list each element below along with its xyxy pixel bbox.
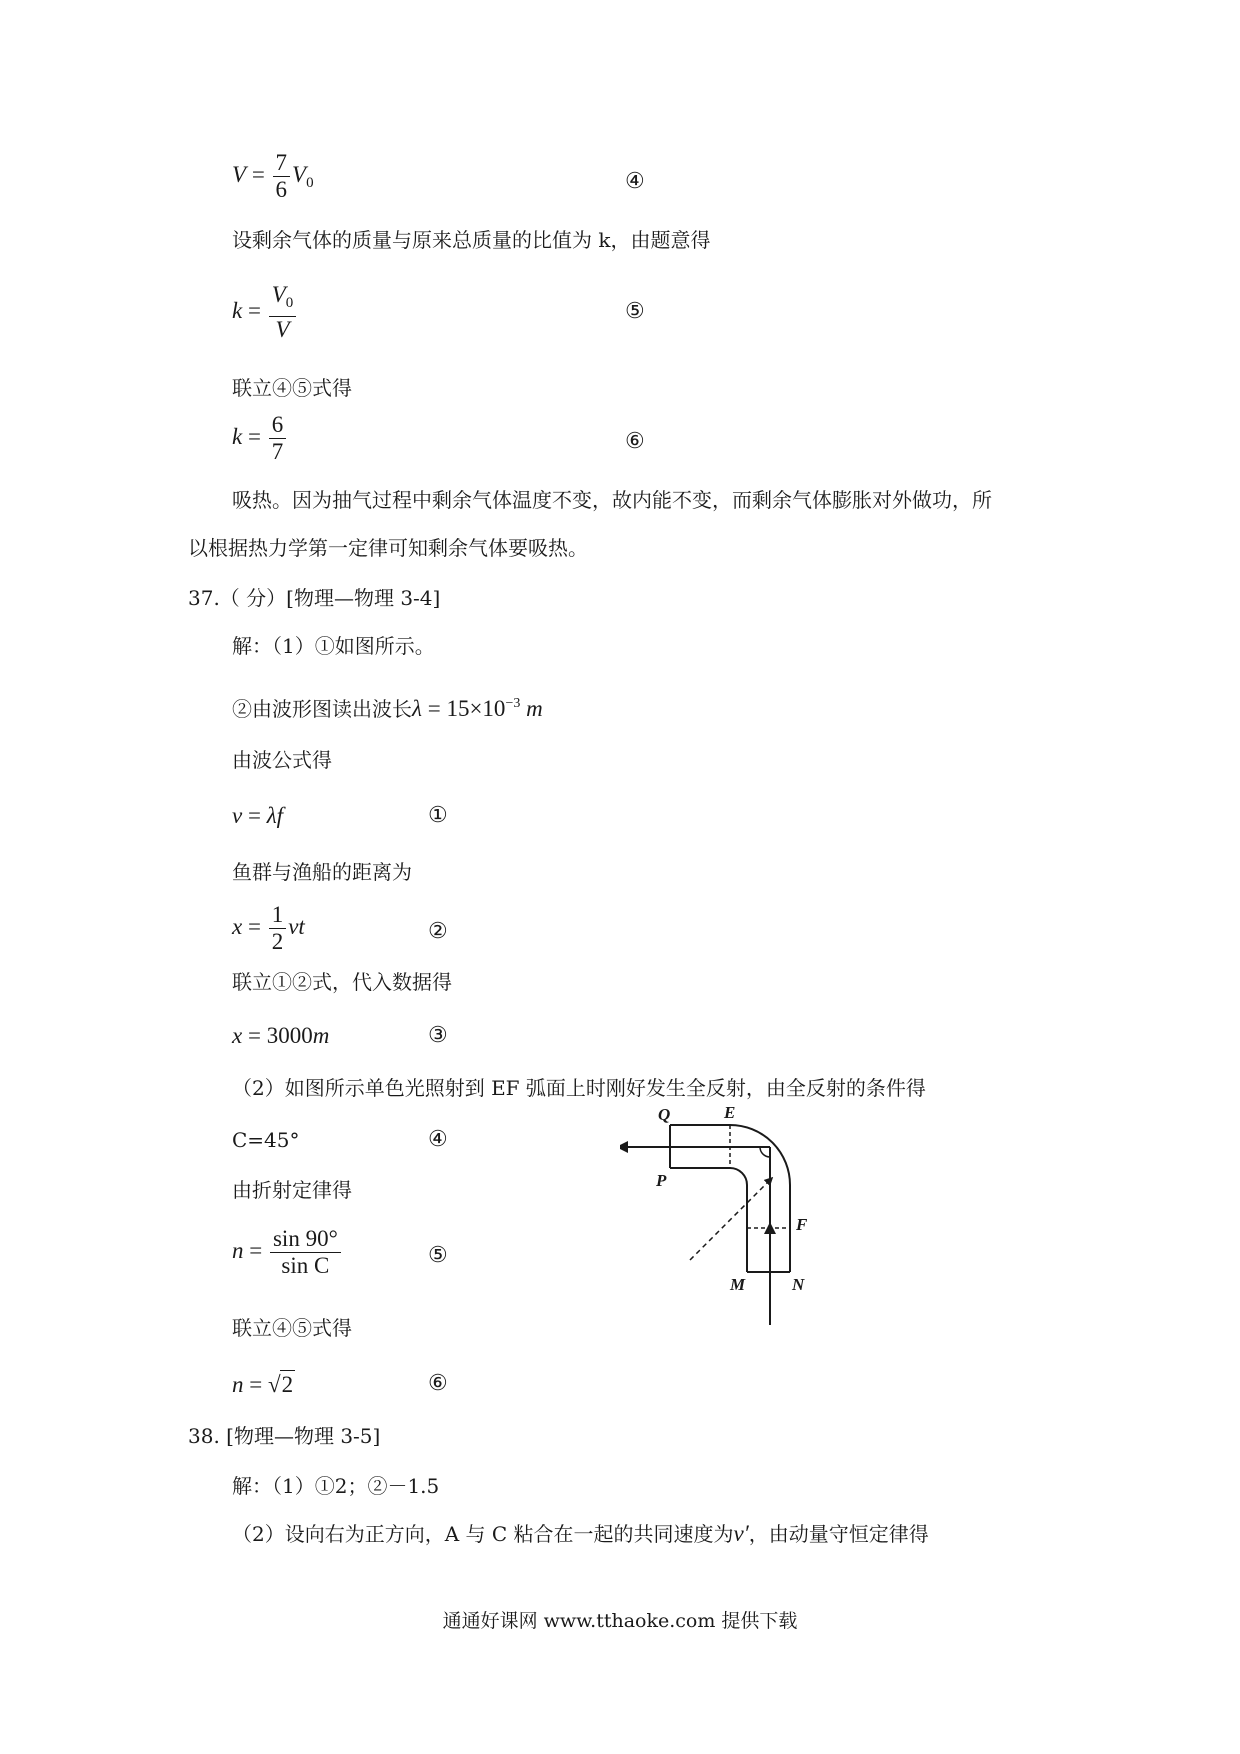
numerator: 7 bbox=[273, 150, 291, 177]
equation-k bbox=[232, 282, 298, 343]
denominator: 2 bbox=[271, 929, 284, 954]
eq-lhs: k bbox=[232, 297, 243, 323]
eq-lhs: k bbox=[232, 423, 243, 449]
eq-rhs: V bbox=[292, 161, 307, 187]
denominator-var: V bbox=[275, 317, 290, 342]
paragraph: 联立④⑤式得 bbox=[232, 376, 352, 400]
unit: m bbox=[526, 696, 543, 721]
equation-k2 bbox=[232, 412, 288, 465]
paragraph: 设剩余气体的质量与原来总质量的比值为 k，由题意得 bbox=[232, 228, 711, 252]
eq-lhs: n bbox=[232, 1237, 244, 1263]
text-b: ，由动量守恒定律得 bbox=[748, 1522, 929, 1546]
equation-number: ⑤ bbox=[428, 1243, 448, 1268]
dashed-diagonal bbox=[690, 1180, 770, 1260]
numerator bbox=[269, 282, 297, 317]
eq-sign: = bbox=[247, 297, 261, 323]
eq-sign: = bbox=[249, 1372, 263, 1397]
equation-number: ④ bbox=[625, 169, 645, 194]
eq-lhs: V bbox=[232, 161, 247, 187]
label-p: P bbox=[656, 1171, 667, 1190]
denominator: 6 bbox=[275, 177, 288, 202]
wave-text: ②由波形图读出波长 bbox=[232, 697, 412, 721]
label-q: Q bbox=[658, 1105, 671, 1124]
paragraph: 由折射定律得 bbox=[232, 1178, 352, 1202]
question-37-header: 37.（ 分）[物理—物理 3-4] bbox=[188, 586, 441, 610]
eq-lhs: λ bbox=[412, 696, 422, 721]
equation-n2 bbox=[232, 1370, 295, 1399]
equation-number: ④ bbox=[428, 1127, 448, 1152]
numerator: 6 bbox=[269, 412, 287, 439]
eq-value: 3000 bbox=[266, 1023, 313, 1048]
sqrt-sign: √ bbox=[267, 1372, 281, 1397]
numerator: sin 90° bbox=[270, 1226, 341, 1253]
paragraph bbox=[232, 1520, 929, 1548]
unit: m bbox=[312, 1023, 330, 1048]
velocity-symbol: v′ bbox=[733, 1521, 749, 1546]
eq-lhs: n bbox=[232, 1372, 244, 1397]
label-f: F bbox=[796, 1215, 808, 1234]
eq-lhs: x bbox=[232, 913, 243, 939]
eq-sign: = bbox=[247, 423, 261, 449]
fraction bbox=[269, 902, 287, 955]
equation-vf bbox=[232, 802, 283, 830]
fraction bbox=[270, 1226, 341, 1279]
label-e: E bbox=[724, 1103, 736, 1122]
paragraph: 联立①②式，代入数据得 bbox=[232, 970, 452, 994]
exponent: −3 bbox=[505, 696, 521, 711]
subscript: 0 bbox=[285, 295, 294, 311]
eq-sign: = bbox=[249, 1237, 263, 1263]
eq-lhs: x bbox=[232, 1023, 243, 1048]
denominator: sin C bbox=[281, 1253, 330, 1278]
paragraph: 鱼群与渔船的距离为 bbox=[232, 860, 412, 884]
numerator: 1 bbox=[269, 902, 287, 929]
paragraph: 联立④⑤式得 bbox=[232, 1316, 352, 1340]
equation-number: ⑤ bbox=[625, 299, 645, 324]
text-a: （2）设向右为正方向，A 与 C 粘合在一起的共同速度为 bbox=[232, 1522, 734, 1546]
optics-figure bbox=[620, 1100, 860, 1350]
paragraph: 吸热。因为抽气过程中剩余气体温度不变，故内能不变，而剩余气体膨胀对外做功，所 bbox=[232, 488, 992, 512]
sqrt-argument: 2 bbox=[281, 1372, 294, 1397]
equation-number: ② bbox=[428, 919, 448, 944]
mantissa: 15×10 bbox=[446, 696, 506, 721]
equation-number: ③ bbox=[428, 1023, 448, 1048]
eq-rhs: λf bbox=[266, 803, 284, 828]
paragraph: 以根据热力学第一定律可知剩余气体要吸热。 bbox=[188, 536, 588, 560]
paragraph: 由波公式得 bbox=[232, 748, 332, 772]
paragraph bbox=[232, 690, 543, 723]
paragraph: 解：（1）①2；②－1.5 bbox=[232, 1474, 440, 1498]
subscript: 0 bbox=[306, 174, 314, 191]
denominator: 7 bbox=[271, 439, 284, 464]
footer: 通通好课网 www.tthaoke.com 提供下载 bbox=[442, 1610, 798, 1632]
tube-inner bbox=[670, 1168, 747, 1272]
eq-sign: = bbox=[247, 913, 261, 939]
equation-x2 bbox=[232, 1022, 329, 1050]
equation-number: ⑥ bbox=[428, 1371, 448, 1396]
equation-c: C=45° bbox=[232, 1128, 300, 1152]
label-n: N bbox=[792, 1275, 805, 1294]
paragraph: （2）如图所示单色光照射到 EF 弧面上时刚好发生全反射，由全反射的条件得 bbox=[232, 1076, 926, 1100]
equation-v bbox=[232, 150, 314, 203]
equation-number: ⑥ bbox=[625, 429, 645, 454]
fraction bbox=[269, 282, 297, 343]
eq-sign: = bbox=[247, 1023, 261, 1048]
eq-sign: = bbox=[251, 161, 265, 187]
equation-x bbox=[232, 902, 305, 955]
eq-rhs: vt bbox=[288, 913, 305, 939]
question-38-header: 38. [物理—物理 3-5] bbox=[188, 1424, 381, 1448]
wave-equation bbox=[412, 696, 543, 721]
numerator-var: V bbox=[271, 282, 286, 307]
equation-number: ① bbox=[428, 803, 448, 828]
eq-lhs: v bbox=[232, 803, 243, 828]
eq-sign: = bbox=[427, 696, 441, 721]
eq-sign: = bbox=[247, 803, 261, 828]
angle-arc bbox=[760, 1147, 770, 1157]
paragraph: 解：（1）①如图所示。 bbox=[232, 634, 435, 658]
label-m: M bbox=[730, 1275, 746, 1294]
fraction bbox=[269, 412, 287, 465]
fraction bbox=[273, 150, 291, 203]
denominator bbox=[272, 317, 292, 343]
equation-n bbox=[232, 1226, 343, 1279]
